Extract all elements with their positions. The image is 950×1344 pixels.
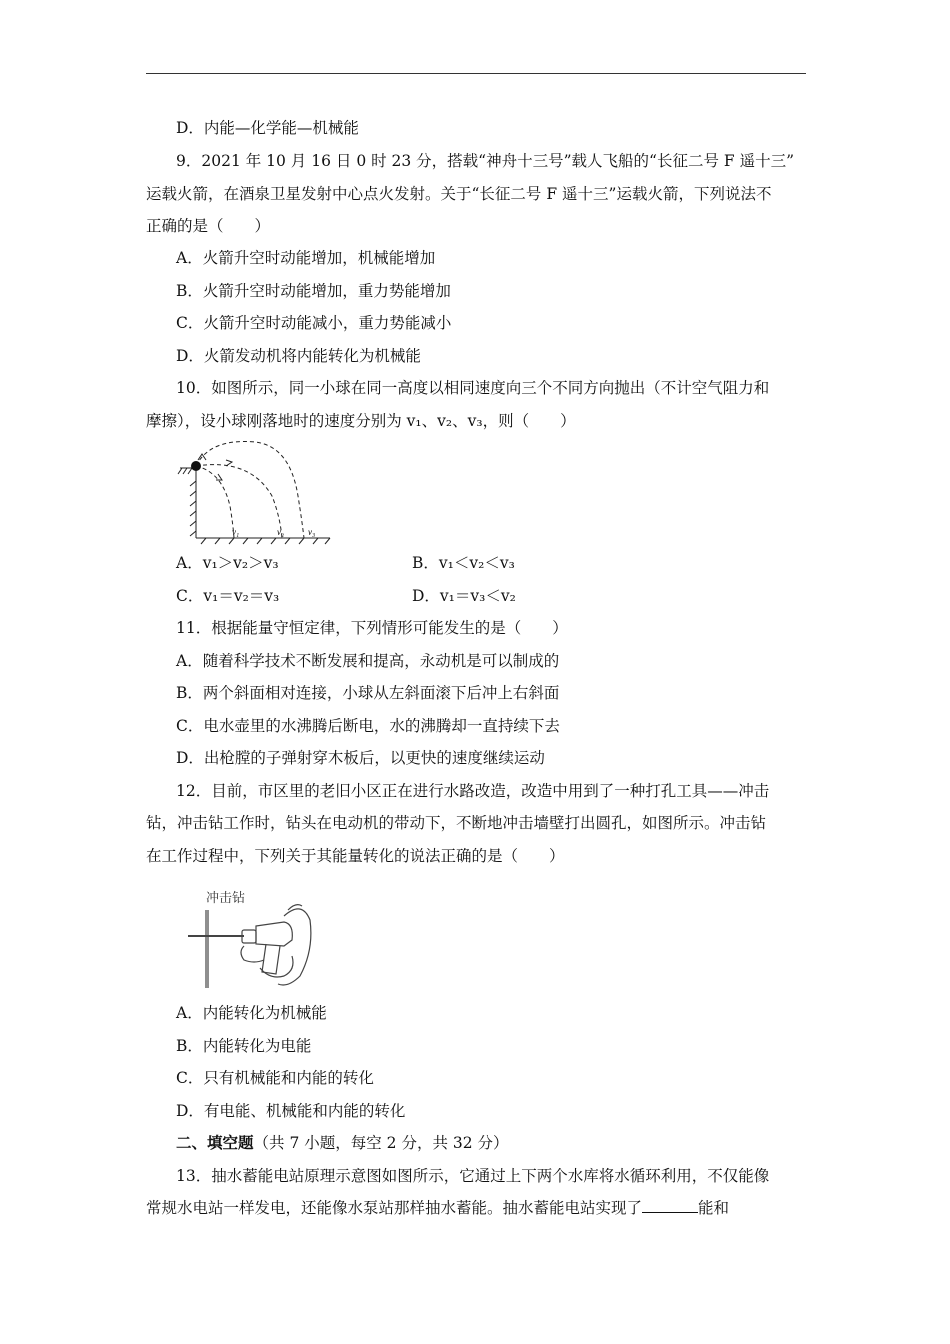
q12-stem-line3: 在工作过程中，下列关于其能量转化的说法正确的是（ ）: [146, 847, 565, 865]
q11-option-c: C．电水壶里的水沸腾后断电，水的沸腾却一直持续下去: [176, 717, 560, 735]
q13-stem-line2-tail: 能和: [698, 1199, 730, 1217]
q12-stem-line2: 钻，冲击钻工作时，钻头在电动机的带动下，不断地冲击墙壁打出圆孔，如图所示。冲击钻: [146, 814, 767, 832]
section-2-title: 二、填空题: [176, 1133, 254, 1152]
q11-option-b: B．两个斜面相对连接，小球从左斜面滚下后冲上右斜面: [176, 684, 560, 702]
q10-option-c: C．v₁＝v₂＝v₃: [176, 587, 280, 605]
q12-option-a: A．内能转化为机械能: [176, 1004, 327, 1022]
q13-stem-line2: [146, 1198, 729, 1218]
q10-option-a: A．v₁＞v₂＞v₃: [176, 554, 279, 572]
q8-option-d: D．内能—化学能—机械能: [176, 119, 359, 137]
q10-ball: [191, 461, 201, 471]
q9-option-b: B．火箭升空时动能增加，重力势能增加: [176, 282, 451, 300]
section-2-heading: [176, 1133, 509, 1153]
q12-option-d: D．有电能、机械能和内能的转化: [176, 1102, 406, 1120]
q10-trajectory-up: [196, 442, 304, 539]
q9-option-d: D．火箭发动机将内能转化为机械能: [176, 347, 421, 365]
q9-stem-line2: 运载火箭，在酒泉卫星发射中心点火发射。关于“长征二号 F 遥十三”运载火箭，下列说法不: [146, 185, 772, 203]
q12-option-b: B．内能转化为电能: [176, 1037, 312, 1055]
q12-drill-body: [256, 922, 292, 946]
q11-stem: 11．根据能量守恒定律，下列情形可能发生的是（ ）: [176, 619, 568, 637]
q13-stem-line2-text: 常规水电站一样发电，还能像水泵站那样抽水蓄能。抽水蓄能电站实现了: [146, 1199, 643, 1217]
q9-stem-line1: 9．2021 年 10 月 16 日 0 时 23 分，搭载“神舟十三号”载人飞船的“长征二号 F 遥十三”: [176, 152, 794, 170]
q13-answer-blank[interactable]: [642, 1198, 698, 1213]
q10-stem-line2: 摩擦），设小球刚落地时的速度分别为 v₁、v₂、v₃，则（ ）: [146, 412, 576, 430]
q10-label-v3: v₃: [308, 527, 316, 537]
q12-figure-caption: 冲击钻: [206, 891, 246, 906]
header-rule: [146, 73, 806, 74]
q10-label-v2: v₂: [277, 527, 285, 537]
q10-label-v1: v₁: [232, 527, 240, 537]
q10-stem-line1: 10．如图所示，同一小球在同一高度以相同速度向三个不同方向抛出（不计空气阻力和: [176, 379, 770, 397]
q11-option-d: D．出枪膛的子弹射穿木板后，以更快的速度继续运动: [176, 749, 545, 767]
q9-option-a: A．火箭升空时动能增加，机械能增加: [176, 249, 436, 267]
section-2-note: （共 7 小题，每空 2 分，共 32 分）: [253, 1134, 509, 1152]
q10-option-d: D．v₁＝v₃＜v₂: [412, 587, 516, 605]
q11-option-a: A．随着科学技术不断发展和提高，永动机是可以制成的: [176, 652, 560, 670]
q12-option-c: C．只有机械能和内能的转化: [176, 1069, 374, 1087]
q10-option-b: B．v₁＜v₂＜v₃: [412, 554, 515, 572]
q13-stem-line1: 13．抽水蓄能电站原理示意图如图所示，它通过上下两个水库将水循环利用，不仅能像: [176, 1167, 770, 1185]
q9-option-c: C．火箭升空时动能减小，重力势能减小: [176, 314, 452, 332]
q12-impact-drill-figure: [184, 880, 314, 992]
q10-projectile-figure: [170, 436, 335, 548]
q12-stem-line1: 12．目前，市区里的老旧小区正在进行水路改造，改造中用到了一种打孔工具——冲击: [176, 782, 770, 800]
q9-stem-line3: 正确的是（ ）: [146, 217, 271, 235]
q10-trajectory-down: [196, 466, 234, 538]
